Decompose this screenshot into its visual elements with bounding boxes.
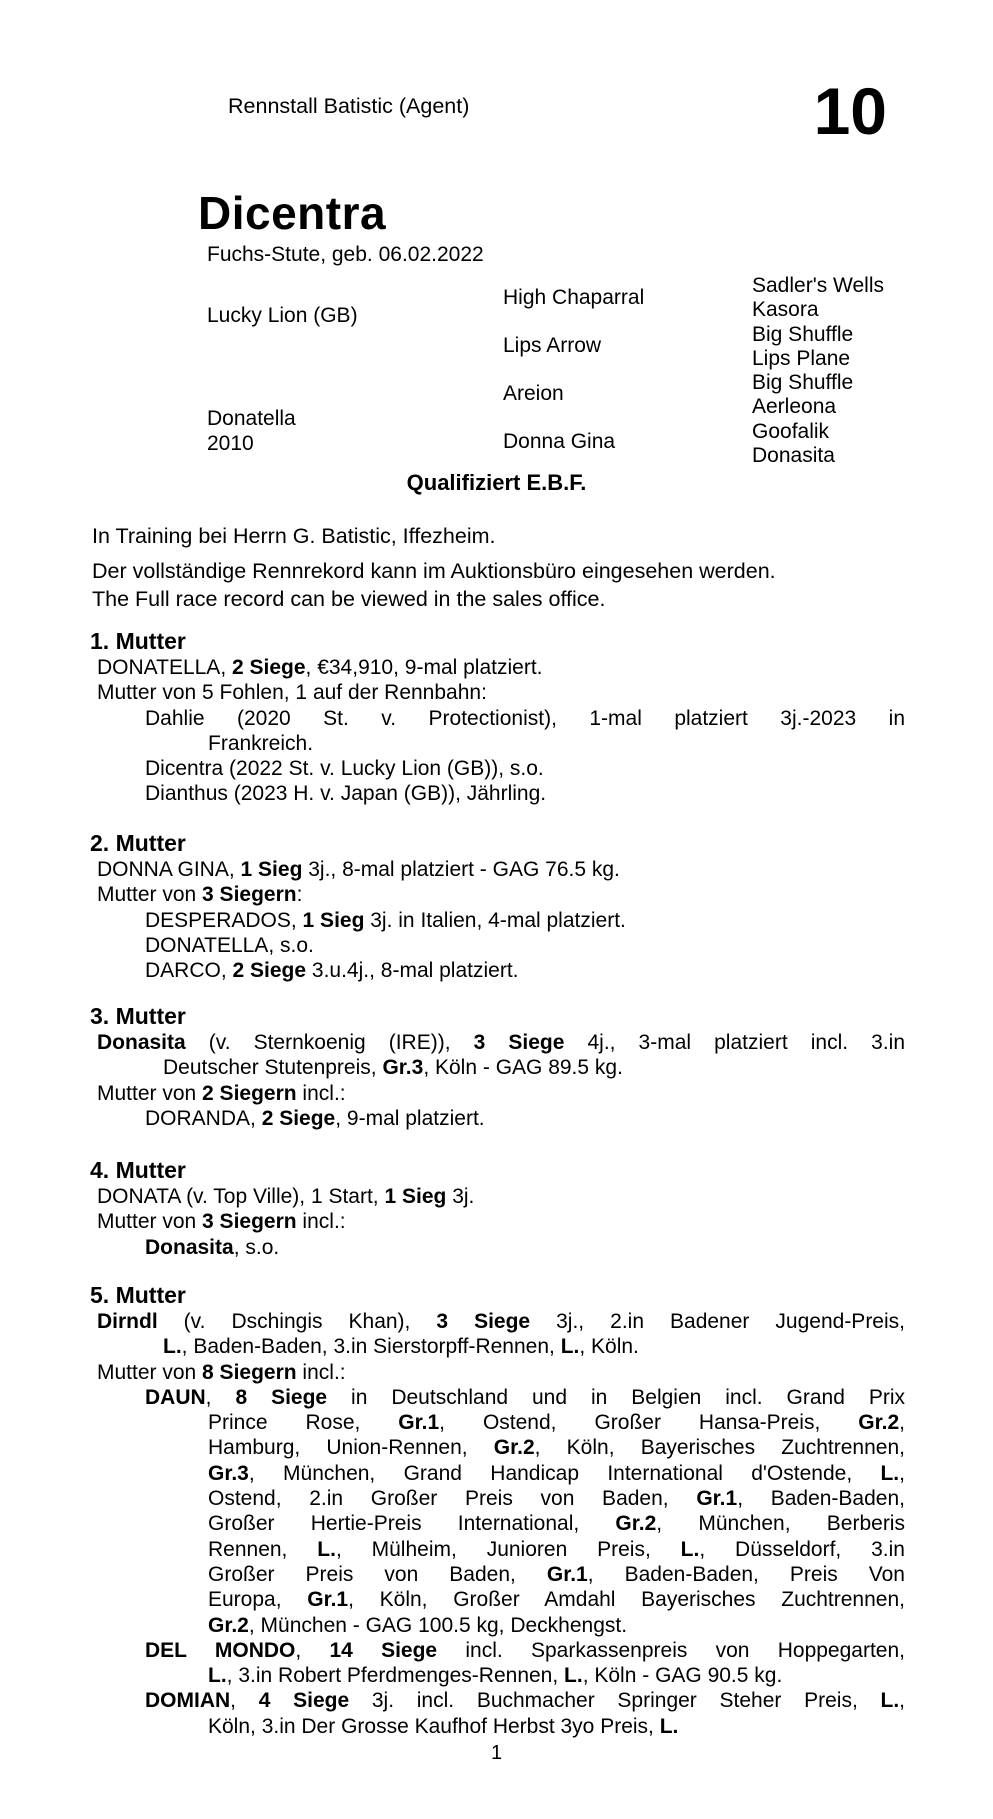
dam-section [90, 628, 905, 807]
text-line: Großer Hertie-Preis International, Gr.2, München, Berberis [208, 1512, 905, 1536]
page-number: 1 [490, 1742, 503, 1764]
pedigree-gen3-list [752, 274, 884, 468]
text-line: Prince Rose, Gr.1, Ostend, Großer Hansa-Preis, Gr.2, [208, 1411, 905, 1435]
horse-description: Fuchs-Stute, geb. 06.02.2022 [207, 243, 484, 266]
section-title: 1. Mutter [90, 628, 186, 654]
text-line: Rennen, L., Mülheim, Junioren Preis, L., Düsseldorf, 3.in [208, 1537, 905, 1561]
pedigree-gen3-name: Lips Plane [752, 346, 851, 370]
pedigree-gen3-name: Kasora [752, 298, 819, 322]
text-line: L., Baden-Baden, 3.in Sierstorpff-Rennen, L., Köln. [163, 1335, 639, 1359]
text-line: Frankreich. [208, 731, 314, 755]
text-line: Hamburg, Union-Rennen, Gr.2, Köln, Bayerisches Zuchtrennen, [208, 1436, 905, 1460]
text-line: DONATELLA, 2 Siege, €34,910, 9-mal platziert. [97, 656, 543, 679]
text-line: Dicentra (2022 St. v. Lucky Lion (GB)), s.o. [145, 757, 544, 781]
text-line: DEL MONDO, 14 Siege incl. Sparkassenpreis von Hoppegarten, [145, 1638, 905, 1662]
pedigree-sire: Lucky Lion (GB) [207, 304, 358, 327]
pedigree-gen3-name: Donasita [752, 444, 835, 468]
text-line: Mutter von 5 Fohlen, 1 auf der Rennbahn: [97, 681, 487, 705]
text-line: DORANDA, 2 Siege, 9-mal platziert. [145, 1106, 485, 1130]
text-line: DESPERADOS, 1 Sieg 3j. in Italien, 4-mal platziert. [145, 908, 626, 932]
text-line: Deutscher Stutenpreis, Gr.3, Köln - GAG 89.5 kg. [163, 1056, 623, 1080]
text-line: Europa, Gr.1, Köln, Großer Amdahl Bayerisches Zuchtrennen, [208, 1588, 905, 1612]
pedigree-gen2-dam-dam: Donna Gina [503, 430, 616, 453]
pedigree-dam-year: 2010 [207, 432, 254, 455]
text-line: Donasita, s.o. [145, 1235, 280, 1259]
section-title: 5. Mutter [90, 1282, 186, 1308]
pedigree-dam-name: Donatella [207, 407, 296, 430]
pedigree-gen2-sire-sire: High Chaparral [503, 286, 645, 309]
pedigree-gen3-name: Aerleona [752, 395, 837, 419]
text-line: Mutter von 3 Siegern incl.: [97, 1210, 346, 1234]
text-line: Dirndl (v. Dschingis Khan), 3 Siege 3j., 2.in Badener Jugend-Preis, [97, 1310, 905, 1333]
text-line: Mutter von 2 Siegern incl.: [97, 1081, 346, 1105]
text-line: DARCO, 2 Siege 3.u.4j., 8-mal platziert. [145, 959, 519, 983]
dam-section [90, 830, 905, 983]
text-line: Köln, 3.in Der Grosse Kaufhof Herbst 3yo Preis, L. [208, 1714, 679, 1738]
pedigree-gen2-sire-dam: Lips Arrow [503, 334, 602, 357]
section-title: 4. Mutter [90, 1157, 186, 1183]
qualification-note: Qualifiziert E.B.F. [406, 470, 587, 495]
dam-section [90, 1003, 905, 1131]
dam-section [90, 1157, 905, 1260]
text-line: DONATA (v. Top Ville), 1 Start, 1 Sieg 3j. [97, 1185, 475, 1208]
dam-section [90, 1282, 905, 1739]
pedigree-gen2-dam-sire: Areion [503, 382, 564, 405]
text-line: Ostend, 2.in Großer Preis von Baden, Gr.1, Baden-Baden, [208, 1487, 905, 1511]
text-line: DONATELLA, s.o. [145, 933, 314, 957]
pedigree-gen3-name: Big Shuffle [752, 322, 854, 346]
text-line: DONNA GINA, 1 Sieg 3j., 8-mal platziert - GAG 76.5 kg. [97, 858, 620, 881]
record-note [92, 558, 776, 613]
text-line: Mutter von 3 Siegern: [97, 883, 303, 907]
pedigree-gen3-name: Goofalik [752, 419, 830, 443]
consignor: Rennstall Batistic (Agent) [228, 94, 470, 118]
text-line: Großer Preis von Baden, Gr.1, Baden-Baden, Preis Von [208, 1562, 905, 1586]
text-line: Mutter von 8 Siegern incl.: [97, 1360, 346, 1384]
text-line: Gr.2, München - GAG 100.5 kg, Deckhengst. [208, 1613, 628, 1637]
text-line: L., 3.in Robert Pferdmenges-Rennen, L., Köln - GAG 90.5 kg. [208, 1664, 783, 1688]
text-line: Dahlie (2020 St. v. Protectionist), 1-mal platziert 3j.-2023 in [145, 706, 905, 730]
text-line: DOMIAN, 4 Siege 3j. incl. Buchmacher Springer Steher Preis, L., [145, 1689, 906, 1713]
pedigree-gen3-name: Sadler's Wells [752, 274, 884, 297]
text-line: Dianthus (2023 H. v. Japan (GB)), Jährling. [145, 782, 547, 806]
pedigree-gen3-name: Big Shuffle [752, 371, 854, 395]
training-note: In Training bei Herrn G. Batistic, Iffezheim. [92, 524, 496, 548]
lot-number: 10 [813, 74, 887, 148]
record-note-en: The Full race record can be viewed in the sales office. [92, 586, 606, 611]
section-title: 2. Mutter [90, 830, 186, 856]
text-line: Donasita (v. Sternkoenig (IRE)), 3 Siege 4j., 3-mal platziert incl. 3.in [97, 1031, 905, 1054]
record-note-de: Der vollständige Rennrekord kann im Auktionsbüro eingesehen werden. [92, 559, 776, 583]
text-line: Gr.3, München, Grand Handicap International d'Ostende, L., [208, 1461, 905, 1485]
section-title: 3. Mutter [90, 1003, 186, 1029]
horse-name: Dicentra [198, 187, 387, 239]
text-line: DAUN, 8 Siege in Deutschland und in Belgien incl. Grand Prix [145, 1385, 906, 1409]
pedigree-dam [207, 406, 296, 456]
